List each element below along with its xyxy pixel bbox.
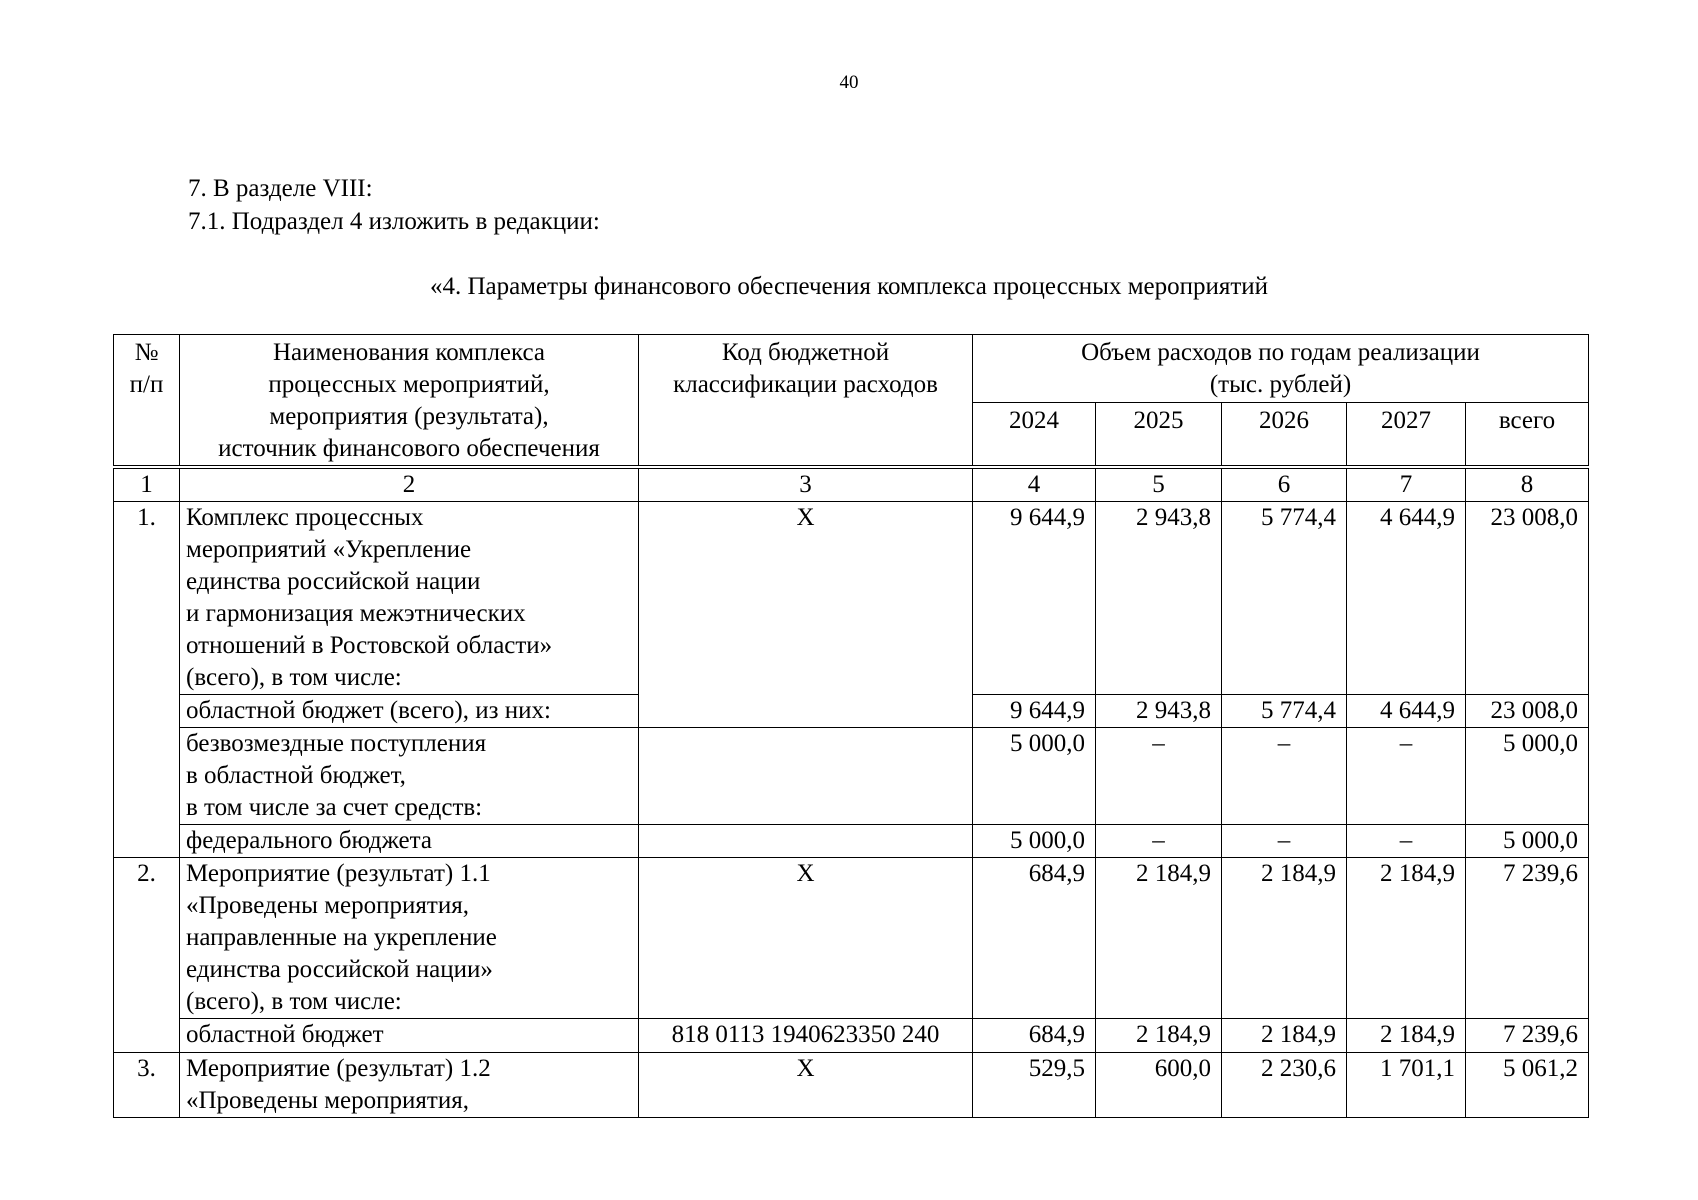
index-cell: 6 — [1222, 467, 1347, 502]
value-cell: 7 239,6 — [1466, 858, 1589, 1019]
row-name: областной бюджет — [180, 1019, 639, 1053]
section-title: «4. Параметры финансового обеспечения комплекса процессных мероприятий — [429, 273, 1269, 300]
header-year-2026: 2026 — [1222, 402, 1347, 467]
value-cell: 684,9 — [973, 858, 1096, 1019]
table-row — [114, 502, 1589, 695]
row-name: областной бюджет (всего), из них: — [180, 695, 639, 728]
value-cell: 529,5 — [973, 1053, 1096, 1118]
row-name: безвозмездные поступления в областной бюджет, в том числе за счет средств: — [180, 728, 639, 825]
table-row — [114, 1053, 1589, 1118]
value-cell: – — [1096, 825, 1222, 858]
index-cell: 2 — [180, 467, 639, 502]
value-cell: 23 008,0 — [1466, 502, 1589, 695]
row-code: 818 0113 1940623350 240 — [639, 1019, 973, 1053]
value-cell: – — [1222, 728, 1347, 825]
header-year-2024: 2024 — [973, 402, 1096, 467]
value-cell: 5 774,4 — [1222, 502, 1347, 695]
value-cell: 23 008,0 — [1466, 695, 1589, 728]
value-cell: 2 184,9 — [1222, 1019, 1347, 1053]
value-cell: 2 184,9 — [1096, 1019, 1222, 1053]
value-cell: 7 239,6 — [1466, 1019, 1589, 1053]
value-cell: – — [1347, 825, 1466, 858]
page-number: 40 — [839, 72, 859, 93]
value-cell: 5 000,0 — [973, 728, 1096, 825]
value-cell: 2 184,9 — [1096, 858, 1222, 1019]
row-code — [639, 825, 973, 858]
row-code: Х — [639, 502, 973, 728]
value-cell: 2 184,9 — [1347, 858, 1466, 1019]
value-cell: 600,0 — [1096, 1053, 1222, 1118]
subsection-paragraph: 7.1. Подраздел 4 изложить в редакции: — [188, 208, 600, 235]
table-row — [114, 728, 1589, 825]
row-number: 2. — [114, 858, 180, 1053]
value-cell: 2 230,6 — [1222, 1053, 1347, 1118]
index-cell: 7 — [1347, 467, 1466, 502]
index-cell: 1 — [114, 467, 180, 502]
table-row — [114, 858, 1589, 1019]
value-cell: 2 184,9 — [1347, 1019, 1466, 1053]
index-cell: 5 — [1096, 467, 1222, 502]
index-cell: 4 — [973, 467, 1096, 502]
header-total: всего — [1466, 402, 1589, 467]
value-cell: 4 644,9 — [1347, 502, 1466, 695]
value-cell: – — [1096, 728, 1222, 825]
value-cell: 5 774,4 — [1222, 695, 1347, 728]
financing-table — [113, 334, 1589, 1118]
value-cell: 1 701,1 — [1347, 1053, 1466, 1118]
row-number: 1. — [114, 502, 180, 858]
row-number: 3. — [114, 1053, 180, 1118]
value-cell: 2 943,8 — [1096, 502, 1222, 695]
index-cell: 3 — [639, 467, 973, 502]
value-cell: 4 644,9 — [1347, 695, 1466, 728]
value-cell: 5 000,0 — [973, 825, 1096, 858]
value-cell: 5 000,0 — [1466, 825, 1589, 858]
table-row — [114, 825, 1589, 858]
index-cell: 8 — [1466, 467, 1589, 502]
value-cell: 9 644,9 — [973, 695, 1096, 728]
value-cell: 684,9 — [973, 1019, 1096, 1053]
table-row — [114, 1019, 1589, 1053]
row-code: Х — [639, 1053, 973, 1118]
header-code: Код бюджетной классификации расходов — [639, 335, 973, 468]
value-cell: – — [1222, 825, 1347, 858]
row-code — [639, 728, 973, 825]
value-cell: 2 943,8 — [1096, 695, 1222, 728]
row-code: Х — [639, 858, 973, 1019]
row-name: Мероприятие (результат) 1.1 «Проведены мероприятия, направленные на укрепление единства российской нации» (всего), в том числе: — [180, 858, 639, 1019]
value-cell: 9 644,9 — [973, 502, 1096, 695]
header-name: Наименования комплекса процессных мероприятий, мероприятия (результата), источник финансового обеспечения — [180, 335, 639, 468]
section-paragraph: 7. В разделе VIII: — [188, 175, 373, 202]
row-name: федерального бюджета — [180, 825, 639, 858]
value-cell: 2 184,9 — [1222, 858, 1347, 1019]
header-volume: Объем расходов по годам реализации (тыс. рублей) — [973, 335, 1589, 403]
value-cell: 5 061,2 — [1466, 1053, 1589, 1118]
header-year-2025: 2025 — [1096, 402, 1222, 467]
value-cell: 5 000,0 — [1466, 728, 1589, 825]
row-name: Мероприятие (результат) 1.2 «Проведены мероприятия, — [180, 1053, 639, 1118]
header-year-2027: 2027 — [1347, 402, 1466, 467]
row-name: Комплекс процессных мероприятий «Укрепление единства российской нации и гармонизация межэтнических отношений в Ростовской области» (всего), в том числе: — [180, 502, 639, 695]
header-num: № п/п — [114, 335, 180, 468]
value-cell: – — [1347, 728, 1466, 825]
